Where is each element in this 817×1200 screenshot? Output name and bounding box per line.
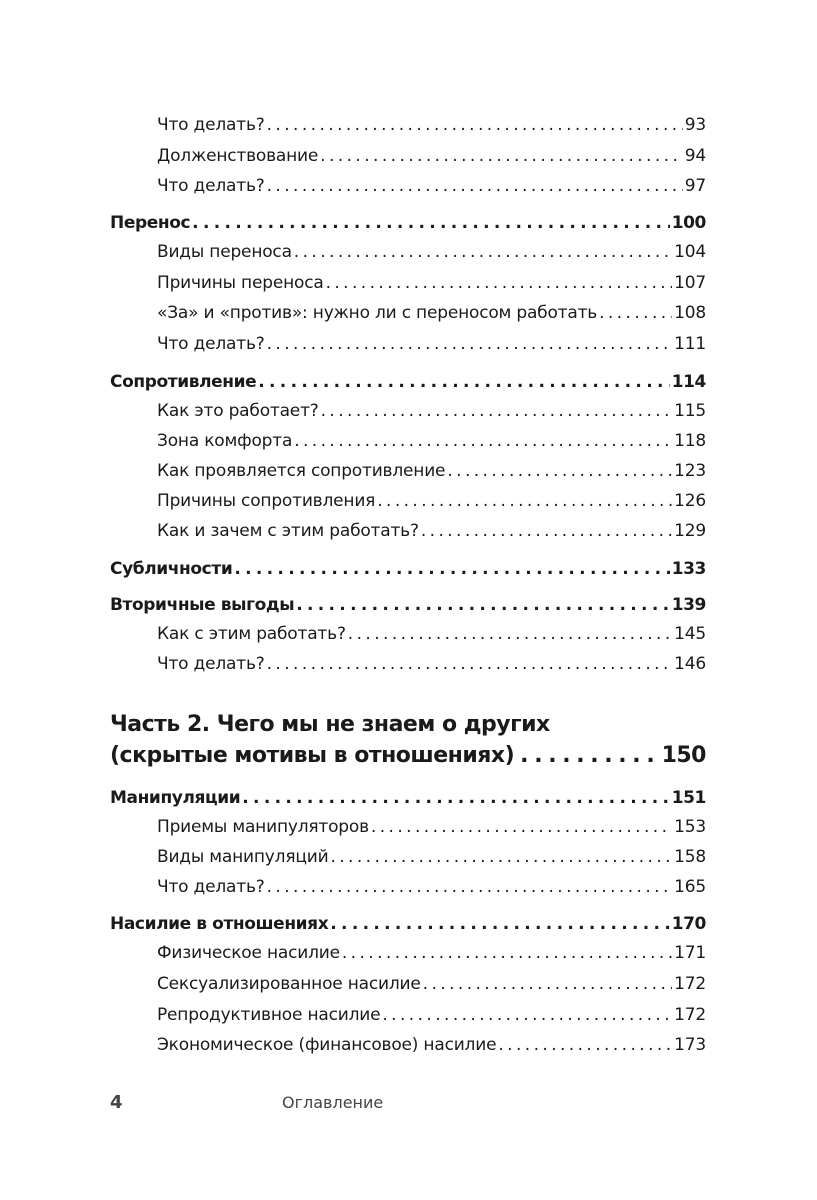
dot-leader xyxy=(342,942,672,964)
dot-leader xyxy=(320,145,683,167)
toc-entry-page: 115 xyxy=(674,401,706,421)
dot-leader xyxy=(371,816,672,838)
part-title-row xyxy=(110,741,706,771)
toc-section-page: 139 xyxy=(671,595,706,615)
toc-entry xyxy=(157,816,706,838)
toc-entry-page: 93 xyxy=(684,115,706,135)
dot-leader xyxy=(447,460,672,482)
toc-entry-label: Сексуализированное насилие xyxy=(157,974,421,994)
dot-leader xyxy=(498,1034,672,1056)
dot-leader xyxy=(294,241,672,263)
toc-entry-label: Физическое насилие xyxy=(157,943,340,963)
dot-leader xyxy=(294,430,672,452)
toc-section xyxy=(110,371,706,393)
toc-section-page: 170 xyxy=(671,914,706,934)
toc-entry xyxy=(157,175,706,197)
toc-entry xyxy=(157,653,706,675)
dot-leader xyxy=(326,272,673,294)
dot-leader xyxy=(267,876,673,898)
toc-entry-page: 97 xyxy=(684,176,706,196)
toc-entry-page: 172 xyxy=(674,1005,706,1025)
toc-section-page: 114 xyxy=(671,372,706,392)
dot-leader xyxy=(234,558,669,580)
dot-leader xyxy=(192,212,670,234)
toc-entry-label: Как и зачем с этим работать? xyxy=(157,521,419,541)
part-title-line2: (скрытые мотивы в отношениях) xyxy=(110,743,515,768)
toc-entry-page: 146 xyxy=(674,654,706,674)
toc-entry-page: 172 xyxy=(674,974,706,994)
toc-entry-label: Зона комфорта xyxy=(157,431,293,451)
toc-section-label: Вторичные выгоды xyxy=(110,595,295,615)
dot-leader xyxy=(330,913,669,935)
toc-entry xyxy=(157,520,706,542)
toc-entry-page: 153 xyxy=(674,817,706,837)
toc-section xyxy=(110,594,706,616)
dot-leader xyxy=(377,490,672,512)
toc-entry-label: Долженствование xyxy=(157,146,319,166)
toc-entry-page: 171 xyxy=(674,943,706,963)
toc-section-label: Насилие в отношениях xyxy=(110,914,329,934)
toc-entry xyxy=(157,876,706,898)
toc-entry-page: 129 xyxy=(674,521,706,541)
toc-section xyxy=(110,558,706,580)
toc-entry xyxy=(157,302,706,324)
toc-entry-page: 165 xyxy=(674,877,706,897)
toc-entry-page: 108 xyxy=(674,303,706,323)
dot-leader xyxy=(599,302,672,324)
dot-leader xyxy=(382,1004,672,1026)
toc-entry-label: Что делать? xyxy=(157,115,265,135)
dot-leader xyxy=(423,973,672,995)
toc-section-page: 100 xyxy=(671,213,706,233)
toc-entry-label: Виды переноса xyxy=(157,242,292,262)
toc-entry-page: 123 xyxy=(674,461,706,481)
toc-section xyxy=(110,787,706,809)
toc-entry xyxy=(157,973,706,995)
toc-section-page: 133 xyxy=(671,559,706,579)
toc-entry-label: Виды манипуляций xyxy=(157,847,329,867)
dot-leader xyxy=(267,175,683,197)
part-title: Часть 2. Чего мы не знаем о других xyxy=(110,712,550,737)
toc-entry-page: 158 xyxy=(674,847,706,867)
toc-entry-page: 104 xyxy=(674,242,706,262)
toc-entry xyxy=(157,490,706,512)
toc-entry-label: Что делать? xyxy=(157,334,265,354)
toc-entry-label: Причины сопротивления xyxy=(157,491,376,511)
page-footer xyxy=(110,1092,710,1118)
toc-section-label: Перенос xyxy=(110,213,191,233)
page-number: 4 xyxy=(110,1092,123,1113)
toc-entry-page: 111 xyxy=(674,334,706,354)
dot-leader xyxy=(520,741,655,771)
toc-section xyxy=(110,212,706,234)
toc-entry xyxy=(157,241,706,263)
toc-entry-label: Как это работает? xyxy=(157,401,319,421)
toc-entry-label: Что делать? xyxy=(157,877,265,897)
toc-section xyxy=(110,913,706,935)
toc-entry xyxy=(157,846,706,868)
toc-entry-label: Что делать? xyxy=(157,176,265,196)
toc-entry-page: 107 xyxy=(674,273,706,293)
toc-entry-label: Как проявляется сопротивление xyxy=(157,461,446,481)
toc-entry xyxy=(157,430,706,452)
toc-section-label: Манипуляции xyxy=(110,788,241,808)
toc-entry-page: 126 xyxy=(674,491,706,511)
toc-entry-label: Как с этим работать? xyxy=(157,624,346,644)
dot-leader xyxy=(258,371,669,393)
toc-entry-page: 145 xyxy=(674,624,706,644)
toc-section-label: Сопротивление xyxy=(110,372,257,392)
toc-entry-page: 94 xyxy=(684,146,706,166)
toc-entry xyxy=(157,400,706,422)
dot-leader xyxy=(242,787,669,809)
toc-entry-page: 173 xyxy=(674,1035,706,1055)
dot-leader xyxy=(296,594,670,616)
dot-leader xyxy=(421,520,672,542)
dot-leader xyxy=(348,623,672,645)
toc-entry-label: Экономическое (финансовое) насилие xyxy=(157,1035,497,1055)
toc-section-label: Субличности xyxy=(110,559,233,579)
toc-entry-label: Что делать? xyxy=(157,654,265,674)
toc-entry xyxy=(157,1034,706,1056)
toc-entry-label: Причины переноса xyxy=(157,273,324,293)
toc-entry-page: 118 xyxy=(674,431,706,451)
dot-leader xyxy=(321,400,673,422)
toc-entry xyxy=(157,1004,706,1026)
running-title: Оглавление xyxy=(282,1093,384,1112)
dot-leader xyxy=(267,653,673,675)
toc-section-page: 151 xyxy=(671,788,706,808)
dot-leader xyxy=(267,114,683,136)
toc-entry xyxy=(157,460,706,482)
toc-entry xyxy=(157,272,706,294)
toc-entry-label: Приемы манипуляторов xyxy=(157,817,369,837)
toc-entry-label: Репродуктивное насилие xyxy=(157,1005,381,1025)
toc-entry xyxy=(157,623,706,645)
toc-entry xyxy=(157,333,706,355)
toc-entry xyxy=(157,145,706,167)
dot-leader xyxy=(330,846,672,868)
toc-entry xyxy=(157,114,706,136)
toc-entry xyxy=(157,942,706,964)
part-page: 150 xyxy=(661,743,706,768)
toc-entry-label: «За» и «против»: нужно ли с переносом работать xyxy=(157,303,598,323)
dot-leader xyxy=(267,333,673,355)
